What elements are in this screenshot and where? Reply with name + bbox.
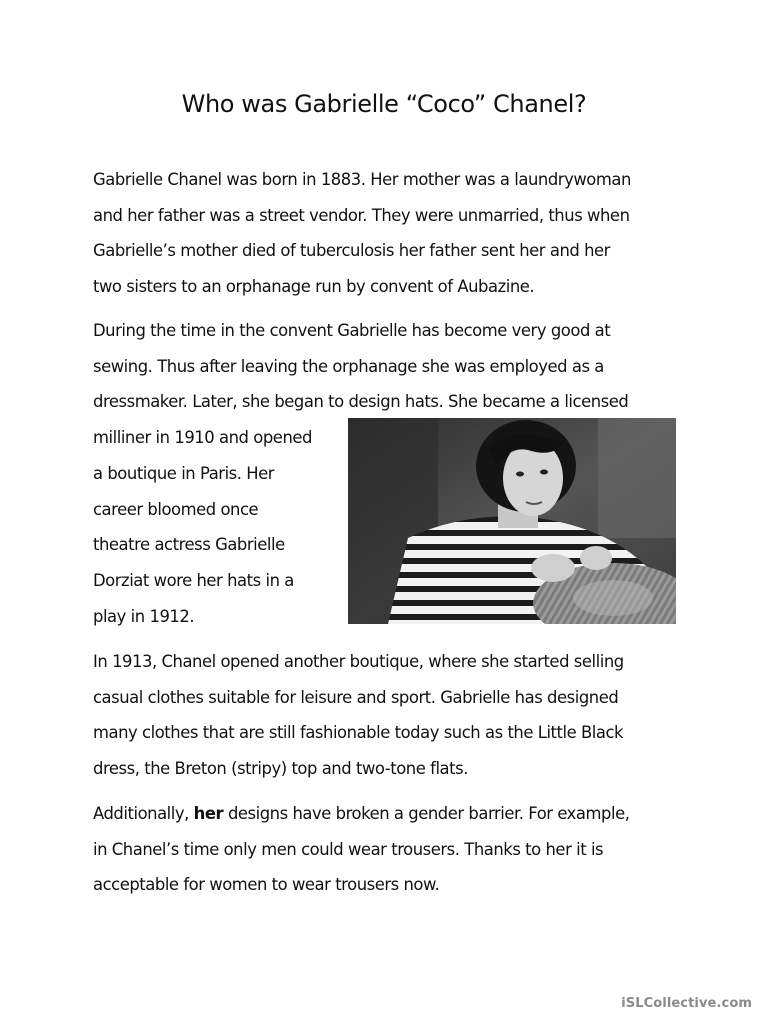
text-line: casual clothes suitable for leisure and sport. Gabrielle has designed <box>93 687 619 707</box>
text-line: In 1913, Chanel opened another boutique, where she started selling <box>93 652 624 671</box>
page-title: Who was Gabrielle “Coco” Chanel? <box>181 90 587 118</box>
text-line: play in 1912. <box>93 606 195 626</box>
text-line: and her father was a street vendor. They were unmarried, thus when <box>93 205 630 225</box>
text-line: a boutique in Paris. Her <box>93 463 275 483</box>
text-line <box>93 796 693 832</box>
text-line: career bloomed once <box>93 499 259 519</box>
text-line: Gabrielle Chanel was born in 1883. Her mother was a laundrywoman <box>93 170 631 189</box>
text-line: milliner in 1910 and opened <box>93 428 312 448</box>
text-fragment: designs have broken a gender barrier. For example, <box>223 804 630 823</box>
footer-watermark: iSLCollective.com <box>621 996 752 1011</box>
chanel-portrait-photo <box>348 418 676 624</box>
text-line: dressmaker. Later, she began to design hats. She became a licensed <box>93 392 629 412</box>
paragraph-early-life <box>93 162 693 305</box>
text-line: acceptable for women to wear trousers now. <box>93 875 440 895</box>
paragraph-boutique <box>93 644 693 787</box>
text-line: Gabrielle’s mother died of tuberculosis her father sent her and her <box>93 241 610 261</box>
text-line: During the time in the convent Gabrielle has become very good at <box>93 321 611 340</box>
text-line: theatre actress Gabrielle <box>93 535 285 555</box>
text-line: in Chanel’s time only men could wear trousers. Thanks to her it is <box>93 839 604 859</box>
bold-word: her <box>193 804 224 823</box>
text-line: Dorziat wore her hats in a <box>93 570 294 590</box>
paragraph-gender-barrier <box>93 796 693 903</box>
text-line: two sisters to an orphanage run by convent of Aubazine. <box>93 277 535 297</box>
text-fragment: Additionally, <box>93 804 194 823</box>
text-line: sewing. Thus after leaving the orphanage she was employed as a <box>93 356 604 376</box>
text-line: many clothes that are still fashionable today such as the Little Black <box>93 723 624 743</box>
text-line: dress, the Breton (stripy) top and two-tone flats. <box>93 759 468 779</box>
